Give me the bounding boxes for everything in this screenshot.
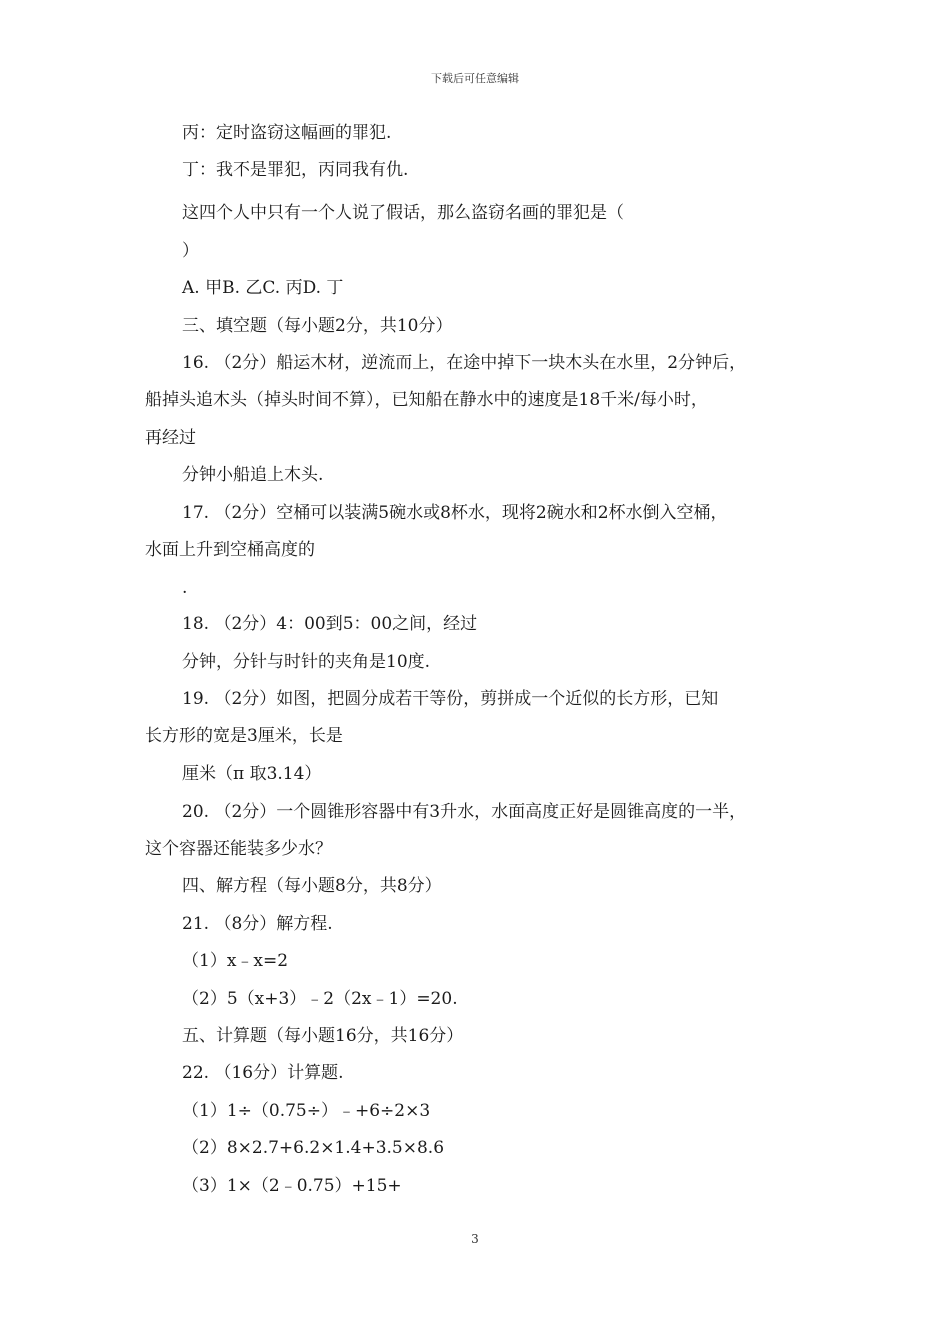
- text-line: .: [182, 578, 188, 598]
- calculation-1: （1）1÷（0.75÷）﹣+6÷2×3: [182, 1101, 431, 1121]
- text-line: 船掉头追木头（掉头时间不算），已知船在静水中的速度是18千米/每小时，: [145, 390, 708, 410]
- question-16: 16. （2分）船运木材，逆流而上，在途中掉下一块木头在水里，2分钟后，: [182, 353, 747, 373]
- equation-1: （1）x﹣x=2: [182, 951, 289, 971]
- text-line: ）: [182, 241, 199, 261]
- page-header: 下载后可任意编辑: [431, 72, 519, 85]
- text-line: 分钟小船追上木头.: [182, 465, 324, 485]
- equation-2: （2）5（x+3）﹣2（2x﹣1）=20.: [182, 989, 458, 1009]
- text-line: 分钟，分针与时针的夹角是10度.: [182, 652, 431, 672]
- text-line: 丁：我不是罪犯，丙同我有仇.: [182, 160, 409, 180]
- text-line: 厘米（π 取3.14）: [182, 764, 322, 784]
- section-title: 五、计算题（每小题16分，共16分）: [182, 1026, 464, 1046]
- answer-options: A. 甲B. 乙C. 丙D. 丁: [182, 278, 344, 298]
- calculation-2: （2）8×2.7+6.2×1.4+3.5×8.6: [182, 1138, 445, 1158]
- question-20: 20. （2分）一个圆锥形容器中有3升水，水面高度正好是圆锥高度的一半，: [182, 802, 747, 822]
- text-line: 这个容器还能装多少水？: [145, 839, 332, 859]
- question-21: 21. （8分）解方程.: [182, 914, 333, 934]
- text-line: 再经过: [145, 428, 196, 448]
- question-22: 22. （16分）计算题.: [182, 1063, 344, 1083]
- text-line: 长方形的宽是3厘米，长是: [145, 726, 343, 746]
- text-line: 水面上升到空桶高度的: [145, 540, 315, 560]
- page-number: 3: [471, 1232, 479, 1246]
- section-title: 四、解方程（每小题8分，共8分）: [182, 876, 442, 896]
- question-18: 18. （2分）4：00到5：00之间，经过: [182, 614, 478, 634]
- section-title: 三、填空题（每小题2分，共10分）: [182, 316, 453, 336]
- question-17: 17. （2分）空桶可以装满5碗水或8杯水，现将2碗水和2杯水倒入空桶，: [182, 503, 728, 523]
- calculation-3: （3）1×（2﹣0.75）+15+: [182, 1176, 402, 1196]
- text-line: 这四个人中只有一个人说了假话，那么盗窃名画的罪犯是（: [182, 203, 624, 223]
- question-19: 19. （2分）如图，把圆分成若干等份，剪拼成一个近似的长方形，已知: [182, 689, 719, 709]
- text-line: 丙：定时盗窃这幅画的罪犯.: [182, 123, 392, 143]
